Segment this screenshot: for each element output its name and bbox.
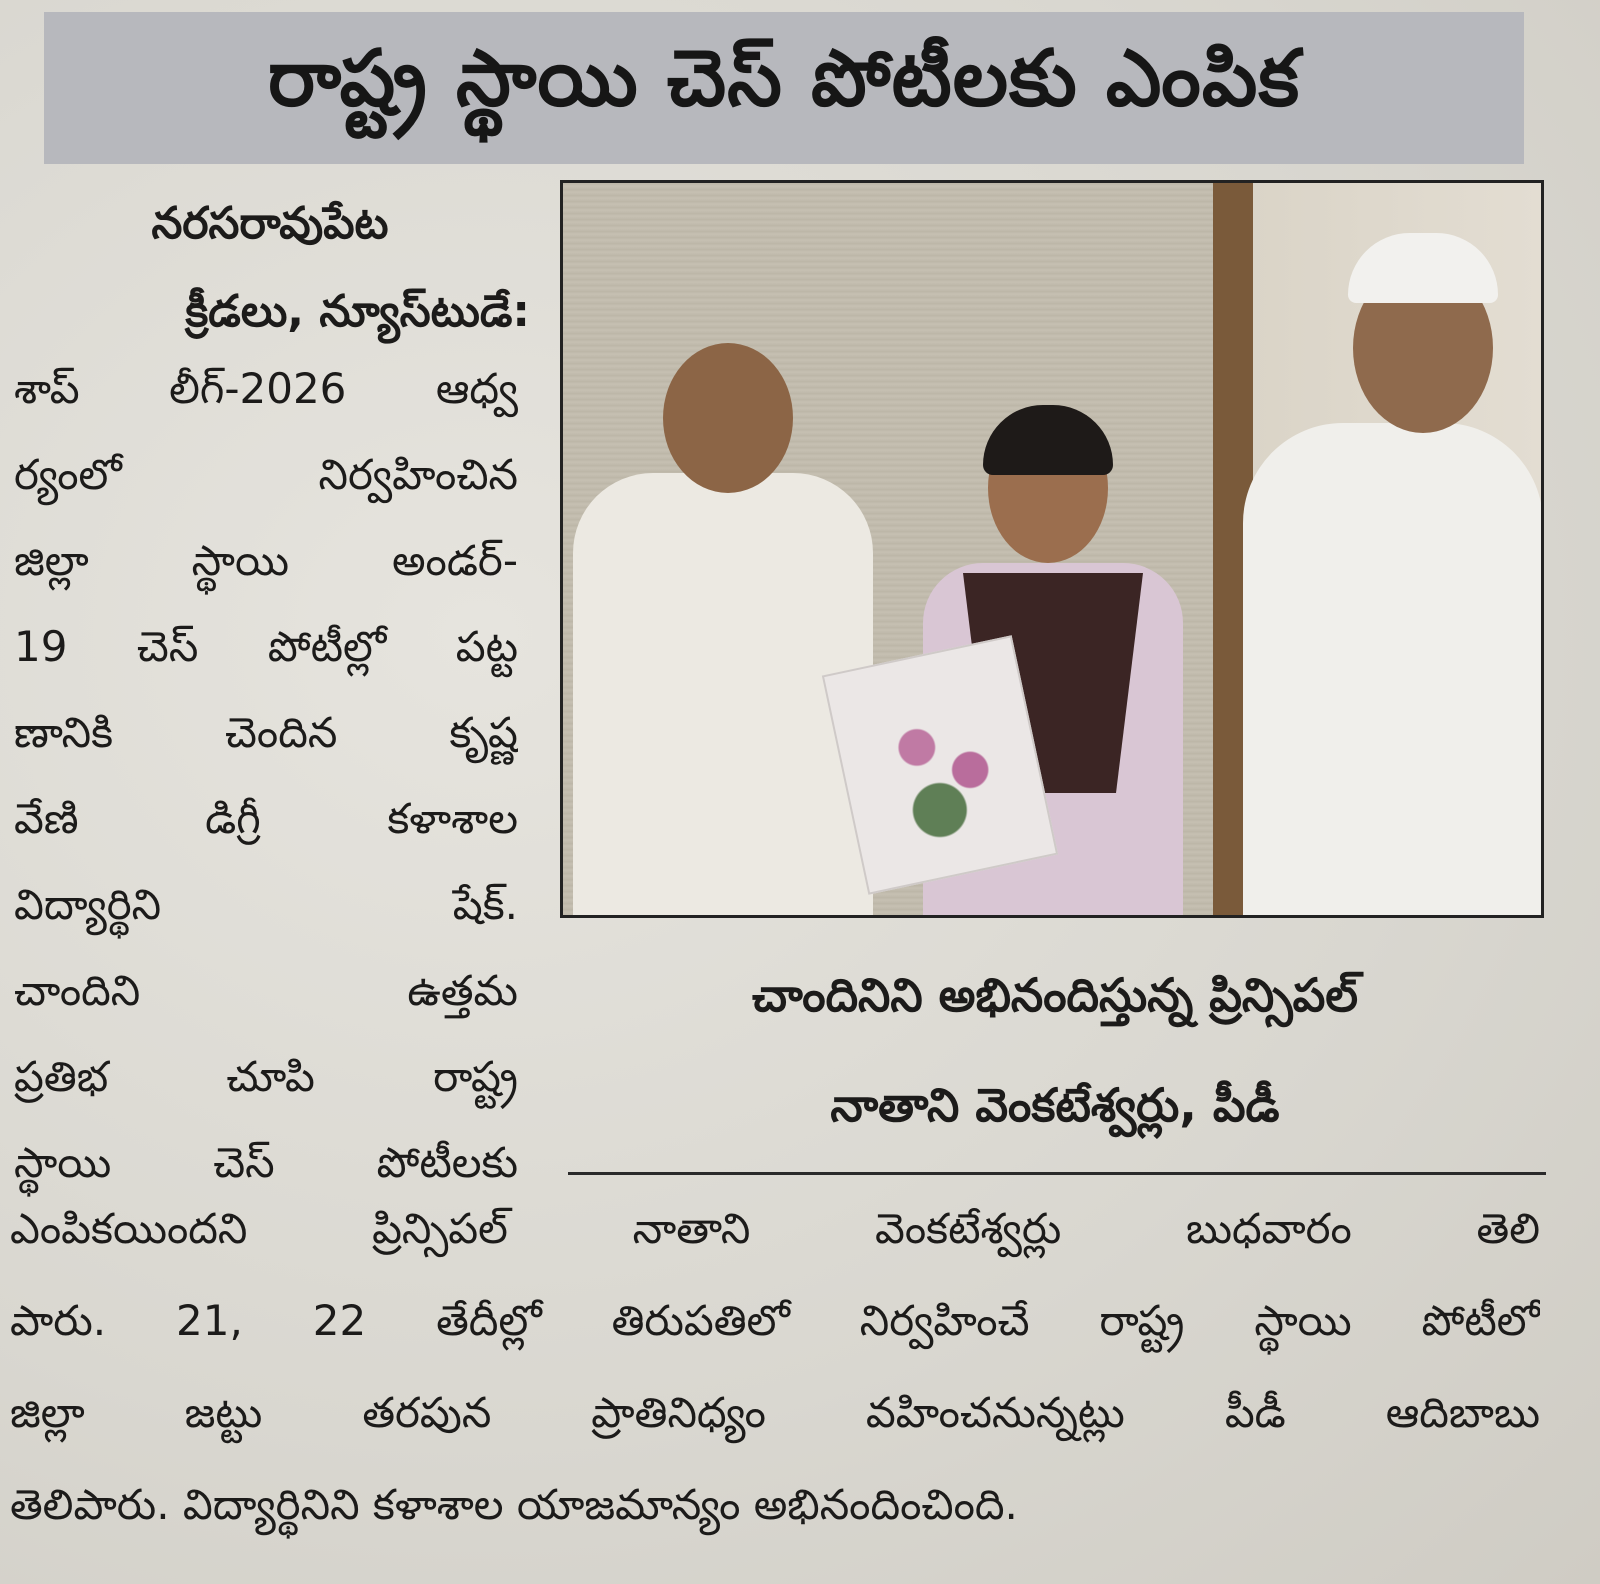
article-line: జిల్లా జట్టు తరపున ప్రాతినిధ్యం వహించనున్నట్లు పీడీ ఆదిబాబు — [10, 1388, 1540, 1437]
photo-pd-figure — [1223, 223, 1541, 918]
article-line: పారు. 21, 22 తేదీల్లో తిరుపతిలో నిర్వహించే రాష్ట్ర స్థాయి పోటీలో — [10, 1296, 1540, 1345]
photo-caption — [580, 940, 1530, 1160]
article-line: స్థాయి చెస్ పోటీలకు — [14, 1138, 518, 1187]
article-line: జిల్లా స్థాయి అండర్- — [14, 536, 518, 585]
article-line: విద్యార్థిని షేక్. — [14, 880, 518, 929]
caption-divider — [568, 1172, 1546, 1175]
article-line: శాప్ లీగ్-2026 ఆధ్వ — [14, 364, 518, 413]
headline-band — [44, 12, 1524, 164]
photo-principal-figure — [573, 333, 873, 918]
article-line: ఎంపికయిందని ప్రిన్సిపల్ నాతాని వెంకటేశ్వర్లు బుధవారం తెలి — [10, 1204, 1540, 1253]
article-continuation — [10, 1183, 1540, 1551]
headline: రాష్ట్ర స్థాయి చెస్ పోటీలకు ఎంపిక — [267, 33, 1301, 124]
article-line: ప్రతిభ చూపి రాష్ట్ర — [14, 1052, 518, 1101]
article-line: తెలిపారు. విద్యార్థినిని కళాశాల యాజమాన్యం అభినందించింది. — [10, 1480, 1018, 1529]
article-line: 19 చెస్ పోటీల్లో పట్ట — [14, 622, 518, 671]
article-line: వేణి డిగ్రీ కళాశాల — [14, 794, 518, 843]
caption-line: నాతాని వెంకటేశ్వర్లు, పీడీ — [830, 1078, 1280, 1132]
article-line: ర్యంలో నిర్వహించిన — [14, 450, 518, 499]
dateline — [10, 180, 530, 356]
dateline-source: క్రీడలు, న్యూస్‌టుడే: — [185, 286, 530, 337]
news-photo — [560, 180, 1544, 918]
article-line: ణానికి చెందిన కృష్ణ — [14, 708, 518, 757]
dateline-place: నరసరావుపేట — [151, 198, 389, 249]
article-line: చాందిని ఉత్తమ — [14, 966, 518, 1015]
caption-line: చాందినిని అభినందిస్తున్న ప్రిన్సిపల్ — [752, 968, 1358, 1022]
article-column — [14, 346, 518, 1206]
